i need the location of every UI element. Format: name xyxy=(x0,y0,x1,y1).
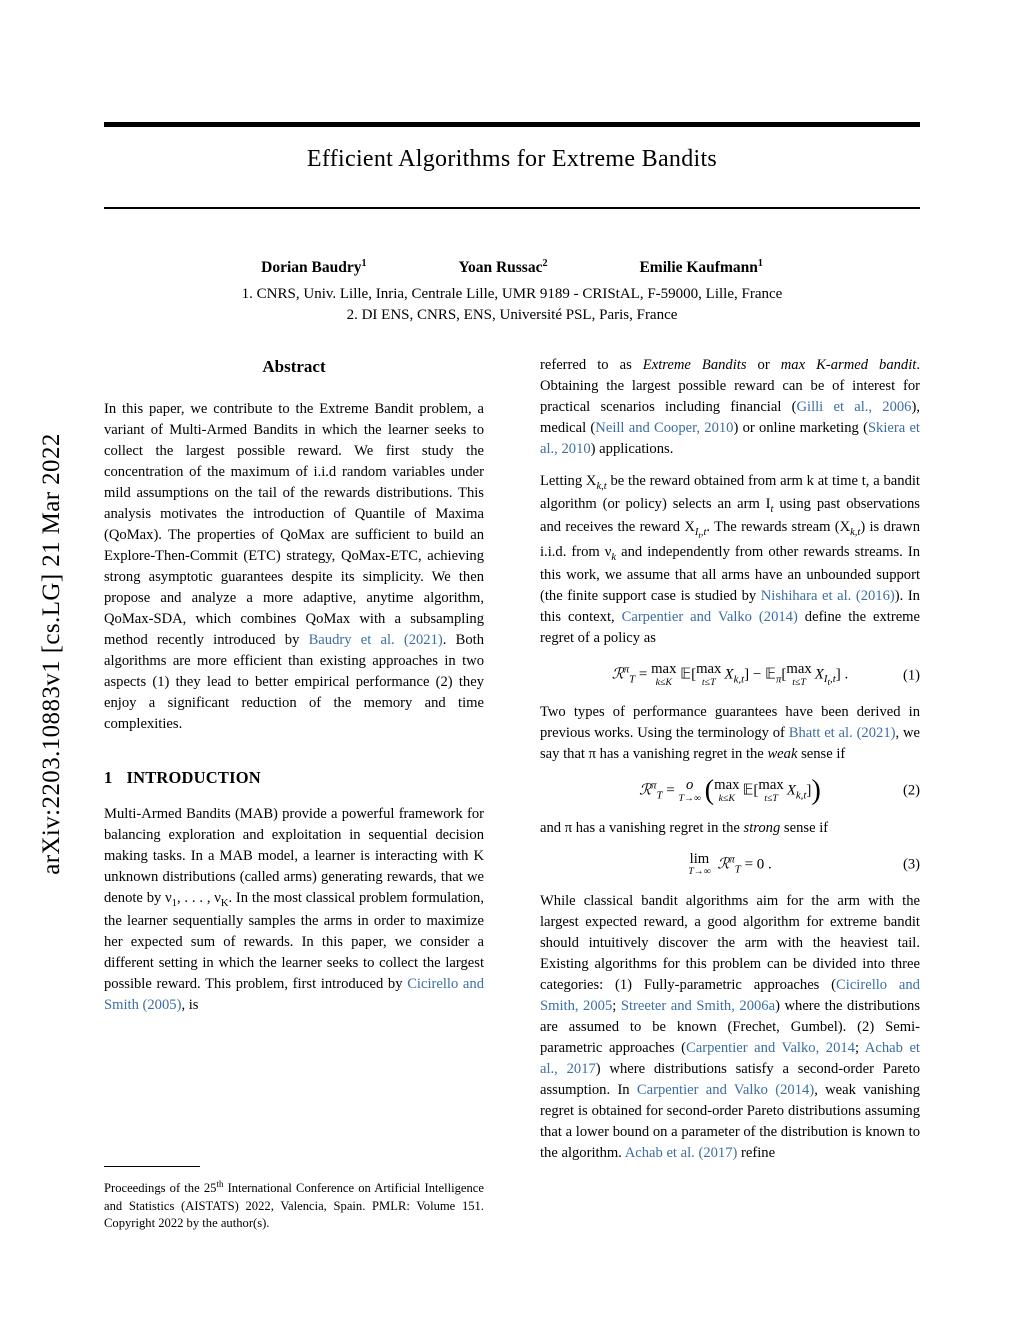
affiliation-2: 2. DI ENS, CNRS, ENS, Université PSL, Paris, France xyxy=(346,307,678,324)
equation-1-number: (1) xyxy=(902,667,920,684)
right-column xyxy=(540,355,920,1175)
citation-carpentier-valko-2014-b[interactable]: Carpentier and Valko, 2014 xyxy=(686,1039,855,1056)
right-paragraph-4: and π has a vanishing regret in the strong sense if xyxy=(540,819,829,836)
citation-skiera-2010[interactable]: Skiera et al., 2010 xyxy=(540,420,920,457)
citation-gilli-2006[interactable]: Gilli et al., 2006 xyxy=(796,399,912,415)
right-paragraph-1: referred to as Extreme Bandits or max K-armed bandit. Obtaining the largest possible reward can be of interest for practical scenarios including financial (Gilli et al., 2006), medical (Neill and Cooper, 2010) or online marketing (Skiera et al., 2010) applications. xyxy=(540,357,920,457)
introduction-paragraph-1: Multi-Armed Bandits (MAB) provide a powerful framework for balancing exploration and exploitation in sequential decision making tasks. In a MAB model, a learner is interacting with K unknown distributions (called arms) generating rewards, that we denote by $\nu_1$, . . . , $\nu_K$. In the most classical problem formulation, the learner sequentially samples the arms in order to maximize her expected sum of rewards. In this paper, we consider a different setting in which the learner seeks to collect the largest possible reward. This problem, first introduced by Cicirello and Smith (2005), is xyxy=(104,806,484,1014)
arxiv-stamp: arXiv:2203.10883v1 [cs.LG] 21 Mar 2022 xyxy=(38,433,65,875)
author-2: Yoan Russac$^2$ xyxy=(458,258,548,277)
citation-bhatt-2021[interactable]: Bhatt et al. (2021) xyxy=(788,725,896,742)
citation-achab-2017[interactable]: Achab et al., 2017 xyxy=(540,1039,920,1077)
citation-achab-2017-b[interactable]: Achab et al. (2017) xyxy=(624,1144,738,1161)
right-paragraph-2: Letting $X_{k,t}$ be the reward obtained from arm k at time t, a bandit algorithm (or policy) selects an arm $I_t$ using past observations and receives the reward $X_{I_t,t}$. The rewards stream $(X_{k,t})$ is drawn i.i.d. from $\nu_k$ and independently from other rewards streams. In this work, we assume that all arms have an unbounded support (the finite support case is studied by Nishihara et al. (2016)). In this context, Carpentier and Valko (2014) define the extreme regret of a policy as xyxy=(540,473,921,646)
header-rule-bottom xyxy=(104,207,920,209)
equation-3-number: (3) xyxy=(902,856,920,873)
affiliation-1: 1. CNRS, Univ. Lille, Inria, Centrale Lille, UMR 9189 - CRIStAL, F-59000, Lille, France xyxy=(241,286,783,303)
abstract-paragraph: In this paper, we contribute to the Extreme Bandit problem, a variant of Multi-Armed Bandits in which the learner seeks to collect the largest possible reward. We first study the concentration of the maximum of i.i.d random variables under mild assumptions on the tail of the rewards distributions. This analysis motivates the introduction of Quantile of Maxima (QoMax). The properties of QoMax are sufficient to build an Explore-Then-Commit (ETC) strategy, QoMax-ETC, achieving strong asymptotic guarantees despite its simplicity. We then propose and analyze a more adaptive, anytime algorithm, QoMax-SDA, which combines QoMax with a subsampling method recently introduced by Baudry et al. (2021). Both algorithms are more efficient than existing approaches in two aspects (1) they lead to better empirical performance (2) they enjoy a significant reduction of the memory and time complexities. xyxy=(104,401,484,733)
footnote-text: Proceedings of the 25th International Conference on Artificial Intelligence and Statistics (AISTATS) 2022, Valencia, Spain. PMLR: Volume 151. Copyright 2022 by the author(s). xyxy=(104,1179,484,1230)
citation-cicirello-smith-2005-b[interactable]: Cicirello and Smith, 2005 xyxy=(540,976,920,1014)
author-1: Dorian Baudry$^1$ xyxy=(261,258,367,277)
citation-neill-cooper-2010[interactable]: Neill and Cooper, 2010 xyxy=(595,420,734,436)
equation-1: ℛ$^\pi_T$ = max k≤K 𝔼[max t≤T $X_{k,t}$] − 𝔼$_\pi$[max t≤T $X_{I_t,t}$] . (1) xyxy=(611,660,920,688)
left-column xyxy=(104,355,484,1027)
citation-cicirello-smith-2005[interactable]: Cicirello and Smith (2005) xyxy=(104,976,484,1014)
page-title: Efficient Algorithms for Extreme Bandits xyxy=(306,146,718,172)
abstract-heading: Abstract xyxy=(262,357,326,376)
equation-2-number: (2) xyxy=(902,782,920,799)
citation-streeter-smith-2006a[interactable]: Streeter and Smith, 2006a xyxy=(620,997,776,1014)
equation-3: lim T→∞ ℛ$^\pi_T$ = 0 . (3) xyxy=(688,850,920,878)
footnote-ordinal-suffix: th xyxy=(216,1179,224,1189)
right-paragraph-5: While classical bandit algorithms aim for the arm with the largest expected reward, a good algorithm for extreme bandit should intuitively discover the arm with the heaviest tail. Existing algorithms for this problem can be divided into three categories: (1) Fully-parametric approaches (Cicirello and Smith, 2005; Streeter and Smith, 2006a) where the distributions are assumed to be known (Frechet, Gumbel). (2) Semi-parametric approaches (Carpentier and Valko, 2014; Achab et al., 2017) where distributions satisfy a second-order Pareto assumption. In Carpentier and Valko (2014), weak vanishing regret is obtained for second-order Pareto distributions assuming that a lower bound on a parameter of the distribution is known to the algorithm. Achab et al. (2017) refine xyxy=(540,892,921,1161)
footnote-divider xyxy=(104,1166,200,1167)
right-paragraph-3: Two types of performance guarantees have been derived in previous works. Using the terminology of Bhatt et al. (2021), we say that π has a vanishing regret in the weak sense if xyxy=(540,704,920,763)
citation-carpentier-valko-2014-c[interactable]: Carpentier and Valko (2014) xyxy=(636,1081,815,1098)
section-heading-introduction: 1 INTRODUCTION xyxy=(104,768,261,788)
citation-baudry-2021[interactable]: Baudry et al. (2021) xyxy=(308,632,443,649)
author-3: Emilie Kaufmann$^1$ xyxy=(639,258,763,277)
author-block xyxy=(104,258,920,327)
header-rule-top xyxy=(104,122,920,127)
equation-2: ℛ$^\pi_T$ = o T→∞ (max k≤K 𝔼[max t≤T $X_{k,t}$]) (2) xyxy=(639,775,920,807)
author-names xyxy=(104,258,920,277)
citation-nishihara-2016[interactable]: Nishihara et al. (2016) xyxy=(760,587,895,604)
citation-carpentier-valko-2014[interactable]: Carpentier and Valko (2014) xyxy=(621,608,798,625)
